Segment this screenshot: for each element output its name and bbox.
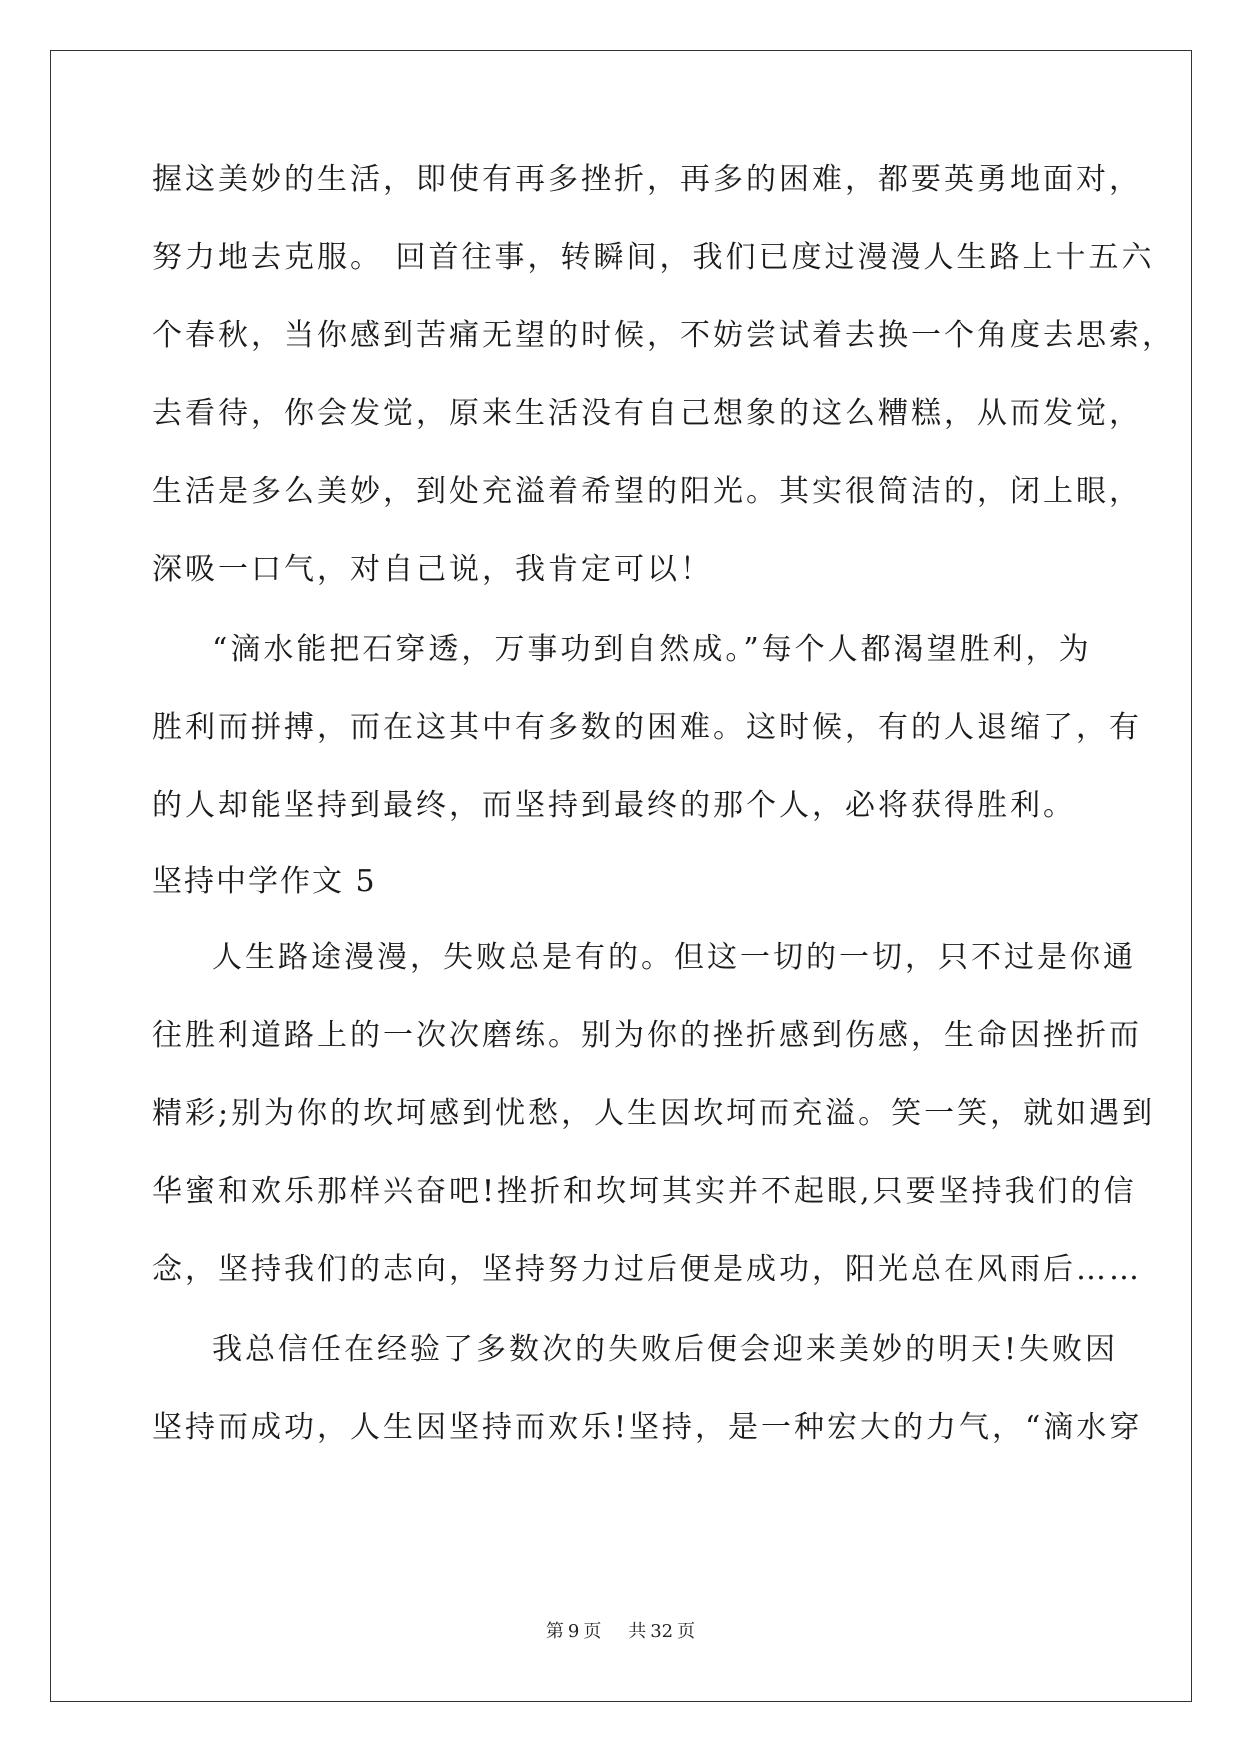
page-footer — [0, 1620, 1241, 1644]
paragraph-first-line: “滴水能把石穿透，万事功到自然成。”每个人都渴望胜利，为 — [212, 632, 1092, 667]
page-label-suffix: 页 — [583, 1621, 602, 1642]
text-line: 胜利而拼搏，而在这其中有多数的困难。这时候，有的人退缩了，有 — [152, 710, 1142, 745]
text-line: 精彩;别为你的坎坷感到忧愁，人生因坎坷而充溢。笑一笑，就如遇到 — [152, 1096, 1156, 1131]
text-line: 去看待，你会发觉，原来生活没有自己想象的这么糟糕，从而发觉， — [152, 396, 1142, 431]
total-label-suffix: 页 — [677, 1621, 696, 1642]
text-line: 努力地去克服。 回首往事，转瞬间，我们已度过漫漫人生路上十五六 — [152, 240, 1155, 275]
page-number: 9 — [567, 1621, 580, 1642]
text-line: 华蜜和欢乐那样兴奋吧!挫折和坎坷其实并不起眼,只要坚持我们的信 — [152, 1174, 1137, 1209]
total-pages: 32 — [650, 1621, 674, 1642]
text-line: 往胜利道路上的一次次磨练。别为你的挫折感到伤感，生命因挫折而 — [152, 1018, 1142, 1053]
text-line: 个春秋，当你感到苦痛无望的时候，不妨尝试着去换一个角度去思索， — [152, 318, 1175, 353]
page-label-prefix: 第 — [545, 1621, 564, 1642]
paragraph-first-line: 我总信任在经验了多数次的失败后便会迎来美妙的明天!失败因 — [212, 1332, 1119, 1367]
section-heading: 坚持中学作文 5 — [152, 864, 377, 899]
text-line: 念，坚持我们的志向，坚持努力过后便是成功，阳光总在风雨后…… — [152, 1252, 1142, 1287]
text-line: 握这美妙的生活，即使有再多挫折，再多的困难，都要英勇地面对， — [152, 162, 1142, 197]
text-line: 的人却能坚持到最终，而坚持到最终的那个人，必将获得胜利。 — [152, 788, 1076, 823]
text-line: 深吸一口气，对自己说，我肯定可以！ — [152, 552, 713, 587]
text-line: 坚持而成功，人生因坚持而欢乐!坚持，是一种宏大的力气，“滴水穿 — [152, 1410, 1143, 1445]
text-line: 生活是多么美妙，到处充溢着希望的阳光。其实很简洁的，闭上眼， — [152, 474, 1142, 509]
paragraph-first-line: 人生路途漫漫，失败总是有的。但这一切的一切，只不过是你通 — [212, 940, 1136, 975]
total-label-prefix: 共 — [628, 1621, 647, 1642]
